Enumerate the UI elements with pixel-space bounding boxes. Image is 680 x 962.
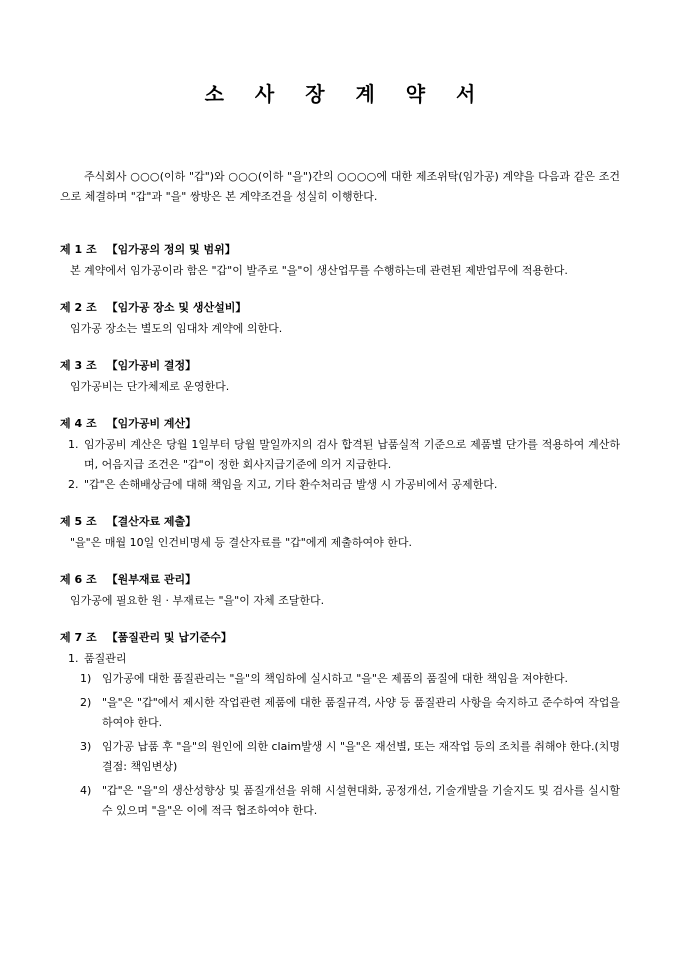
article-heading: [60, 415, 620, 433]
list-item: [60, 475, 620, 495]
article-item-list: [60, 435, 620, 495]
item-text: "을"은 "갑"에서 제시한 작업관련 제품에 대한 품질규격, 사양 등 품질관리 사항을 숙지하고 준수하여 작업을 하여야 한다.: [102, 696, 620, 729]
article-3: [60, 357, 620, 397]
list-item: [60, 693, 620, 733]
item-text: 임가공에 대한 품질관리는 "을"의 책임하에 실시하고 "을"은 제품의 품질에 대한 책임을 져야한다.: [102, 672, 568, 685]
article-2: [60, 299, 620, 339]
item-text: "갑"은 "을"의 생산성향상 및 품질개선을 위해 시설현대화, 공정개선, 기술개발을 기술지도 및 검사를 실시할 수 있으며 "을"은 이에 적극 협조하여야 한다.: [102, 784, 620, 817]
item-marker: 3): [80, 740, 92, 753]
item-marker: 1.: [68, 652, 79, 665]
article-title: 【임가공의 정의 및 범위】: [106, 243, 236, 256]
item-text: 품질관리: [84, 652, 127, 665]
article-number: 제 6 조: [60, 573, 97, 586]
article-subitem-list: [60, 669, 620, 821]
intro-paragraph: 주식회사 ○○○(이하 "갑")와 ○○○(이하 "을")간의 ○○○○에 대한 제조위탁(임가공) 계약을 다음과 같은 조건으로 체결하며 "갑"과 "을" 쌍방은 본 계약조건을 성실히 이행한다.: [60, 170, 620, 203]
item-marker: 4): [80, 784, 92, 797]
article-5: [60, 513, 620, 553]
list-item: [60, 669, 620, 689]
article-heading: [60, 629, 620, 647]
article-heading: [60, 357, 620, 375]
article-1: [60, 241, 620, 281]
article-text: 본 계약에서 임가공이라 함은 "갑"이 발주로 "을"이 생산업무를 수행하는데 관련된 제반업무에 적용한다.: [70, 264, 568, 277]
list-item: [60, 737, 620, 777]
article-heading: [60, 241, 620, 259]
article-text: 임가공비는 단가체제로 운영한다.: [70, 380, 230, 393]
item-marker: 2.: [68, 478, 79, 491]
article-4: [60, 415, 620, 495]
article-text: "을"은 매월 10일 인건비명세 등 결산자료를 "갑"에게 제출하여야 한다.: [70, 536, 412, 549]
item-marker: 1.: [68, 438, 79, 451]
article-number: 제 5 조: [60, 515, 97, 528]
list-item: [60, 649, 620, 669]
article-title: 【임가공 장소 및 생산설비】: [106, 301, 247, 314]
article-number: 제 3 조: [60, 359, 97, 372]
item-text: 임가공 납품 후 "을"의 원인에 의한 claim발생 시 "을"은 재선별, 또는 재작업 등의 조치를 취해야 한다.(치명결점: 책임변상): [102, 740, 620, 773]
article-heading: [60, 571, 620, 589]
article-number: 제 1 조: [60, 243, 97, 256]
article-number: 제 2 조: [60, 301, 97, 314]
article-heading: [60, 299, 620, 317]
article-number: 제 7 조: [60, 631, 97, 644]
list-item: [60, 435, 620, 475]
item-text: 임가공비 계산은 당월 1일부터 당월 말일까지의 검사 합격된 납품실적 기준으로 제품별 단가를 적용하여 계산하며, 어음지급 조건은 "갑"이 정한 회사지급기준에 의거 지급한다.: [84, 438, 620, 471]
item-text: "갑"은 손해배상금에 대해 책임을 지고, 기타 환수처리금 발생 시 가공비에서 공제한다.: [84, 478, 498, 491]
list-item: [60, 781, 620, 821]
article-title: 【임가공비 계산】: [106, 417, 197, 430]
article-text: 임가공에 필요한 원 · 부재료는 "을"이 자체 조달한다.: [70, 594, 325, 607]
document-title: 소 사 장 계 약 서: [204, 82, 488, 106]
item-marker: 2): [80, 696, 92, 709]
article-title: 【원부재료 관리】: [106, 573, 197, 586]
article-heading: [60, 513, 620, 531]
article-7: [60, 629, 620, 821]
article-6: [60, 571, 620, 611]
item-marker: 1): [80, 672, 92, 685]
article-title: 【임가공비 결정】: [106, 359, 197, 372]
article-text: 임가공 장소는 별도의 임대차 계약에 의한다.: [70, 322, 283, 335]
article-title: 【품질관리 및 납기준수】: [106, 631, 232, 644]
article-item-list: [60, 649, 620, 669]
article-number: 제 4 조: [60, 417, 97, 430]
article-title: 【결산자료 제출】: [106, 515, 197, 528]
